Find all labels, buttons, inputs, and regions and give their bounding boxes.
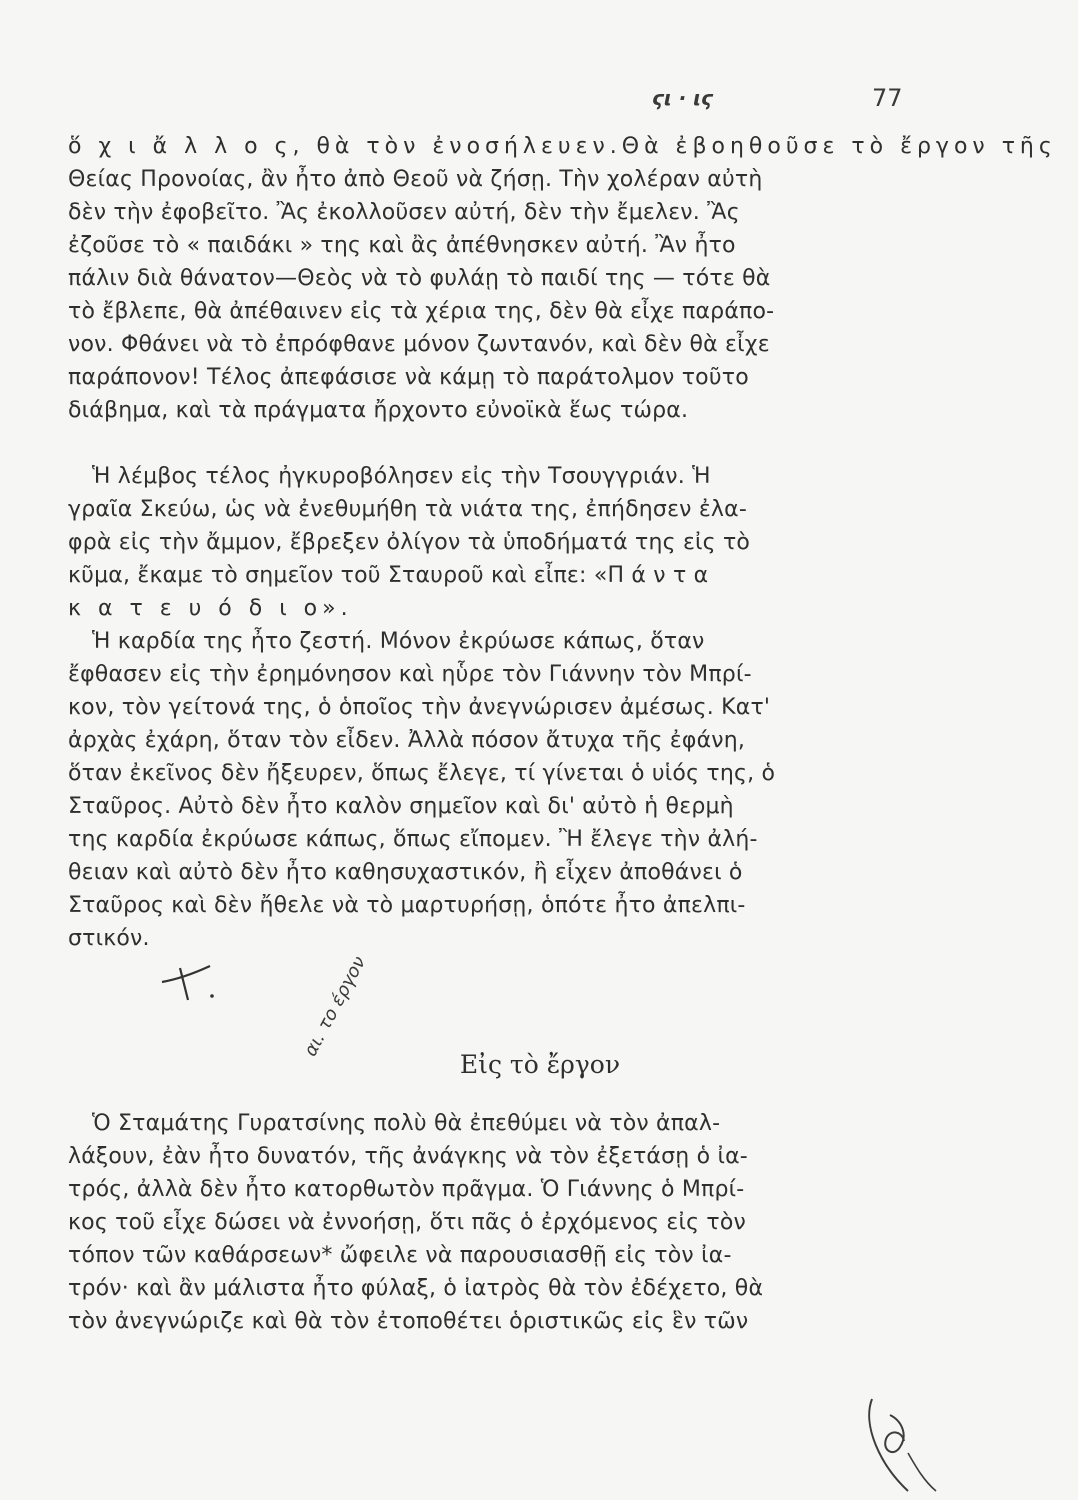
text-line: δὲν τὴν ἐφοβεῖτο. Ἂς ἐκολλοῦσεν αὐτή, δὲν τὴν ἔμελεν. Ἂς <box>68 200 740 225</box>
text-line: Ἡ καρδία της ἦτο ζεστή. Μόνον ἐκρύωσε κάπως, ὅταν <box>92 629 705 654</box>
text-line: τὸν ἀνεγνώριζε καὶ θὰ τὸν ἐτοποθέτει ὁριστικῶς εἰς ἓν τῶν <box>68 1309 749 1334</box>
text-line: ὅ χ ι ἄ λ λ ο ς, θὰ τὸν ἐνοσήλευεν.Θὰ ἐβοηθοῦσε τὸ ἔργον τῆς <box>68 134 1057 159</box>
text-line: θειαν καὶ αὐτὸ δὲν ἦτο καθησυχαστικόν, ἢ εἶχεν ἀποθάνει ὁ <box>68 860 743 885</box>
text-line: της καρδία ἐκρύωσε κάπως, ὅπως εἴπομεν. Ἢ ἔλεγε τὴν ἀλή- <box>68 827 758 852</box>
text-line: νον. Φθάνει νὰ τὸ ἐπρόφθανε μόνον ζωντανόν, καὶ δὲν θὰ εἶχε <box>68 332 770 357</box>
text-line: τόπον τῶν καθάρσεων* ὤφειλε νὰ παρουσιασθῇ εἰς τὸν ἰα- <box>68 1243 732 1268</box>
text-line: ὅταν ἐκεῖνος δὲν ἤξευρεν, ὅπως ἔλεγε, τί γίνεται ὁ υἱός της, ὁ <box>68 761 776 786</box>
text-line: κος τοῦ εἶχε δώσει νὰ ἐννοήσῃ, ὅτι πᾶς ὁ ἐρχόμενος εἰς τὸν <box>68 1210 747 1235</box>
text-line: στικόν. <box>68 926 150 951</box>
section-heading: Εἰς τὸ ἔργον <box>459 1050 621 1079</box>
page-crease-mark <box>850 1395 940 1495</box>
text-line: Σταῦρος. Αὐτὸ δὲν ἦτο καλὸν σημεῖον καὶ δι' αὐτὸ ἡ θερμὴ <box>68 794 734 819</box>
text-line: κ α τ ε υ ό δ ι ο». <box>68 596 353 621</box>
text-line: λάξουν, ἐὰν ἦτο δυνατόν, τῆς ἀνάγκης νὰ τὸν ἐξετάσῃ ὁ ἰα- <box>68 1144 748 1169</box>
text-line: τρός, ἀλλὰ δὲν ἦτο κατορθωτὸν πρᾶγμα. Ὁ Γιάννης ὁ Μπρί- <box>68 1177 745 1202</box>
text-line: παράπονον! Τέλος ἀπεφάσισε νὰ κάμῃ τὸ παράτολμον τοῦτο <box>68 365 749 390</box>
text-line: τὸ ἔβλεπε, θὰ ἀπέθαινεν εἰς τὰ χέρια της, δὲν θὰ εἶχε παράπο- <box>68 299 775 324</box>
text-line: γραῖα Σκεύω, ὡς νὰ ἐνεθυμήθη τὰ νιάτα της, ἐπήδησεν ἐλα- <box>68 497 747 522</box>
text-line: Σταῦρος καὶ δὲν ἤθελε νὰ τὸ μαρτυρήσῃ, ὁπότε ἦτο ἀπελπι- <box>68 893 746 918</box>
text-line: ἔφθασεν εἰς τὴν ἐρημόνησον καὶ ηὗρε τὸν Γιάννην τὸν Μπρί- <box>68 662 752 687</box>
text-line: κῦμα, ἔκαμε τὸ σημεῖον τοῦ Σταυροῦ καὶ εἶπε: «Π ά ν τ α <box>68 563 709 588</box>
handwritten-page-mark: ϛι · ιϛ <box>652 86 713 110</box>
text-line: κον, τὸν γείτονά της, ὁ ὁποῖος τὴν ἀνεγνώρισεν ἀμέσως. Κατ' <box>68 695 771 720</box>
text-line: ἐζοῦσε τὸ « παιδάκι » της καὶ ἂς ἀπέθνησκεν αὐτή. Ἂν ἦτο <box>68 233 736 258</box>
text-line: διάβημα, καὶ τὰ πράγματα ἤρχοντο εὐνοϊκὰ ἕως τώρα. <box>68 398 689 423</box>
page-number: 77 <box>872 84 903 112</box>
text-line: πάλιν διὰ θάνατον—Θεὸς νὰ τὸ φυλάῃ τὸ παιδί της — τότε θὰ <box>68 266 771 291</box>
handwritten-margin-note: αι. το έργον <box>300 952 371 1060</box>
text-line: Θείας Προνοίας, ἂν ἦτο ἀπὸ Θεοῦ νὰ ζήσῃ. Τὴν χολέραν αὐτὴ <box>68 167 763 192</box>
text-line: φρὰ εἰς τὴν ἄμμον, ἔβρεξεν ὀλίγον τὰ ὑποδήματά της εἰς τὸ <box>68 530 751 555</box>
text-line: τρόν· καὶ ἂν μάλιστα ἦτο φύλαξ, ὁ ἰατρὸς θὰ τὸν ἐδέχετο, θὰ <box>68 1276 764 1301</box>
handwritten-cross-mark <box>158 960 218 1004</box>
text-line: ἀρχὰς ἐχάρη, ὅταν τὸν εἶδεν. Ἀλλὰ πόσον ἄτυχα τῆς ἐφάνη, <box>68 728 746 753</box>
text-line: Ἡ λέμβος τέλος ἠγκυροβόλησεν εἰς τὴν Τσουγγριάν. Ἡ <box>92 464 711 489</box>
text-line: Ὁ Σταμάτης Γυρατσίνης πολὺ θὰ ἐπεθύμει νὰ τὸν ἀπαλ- <box>92 1111 721 1136</box>
